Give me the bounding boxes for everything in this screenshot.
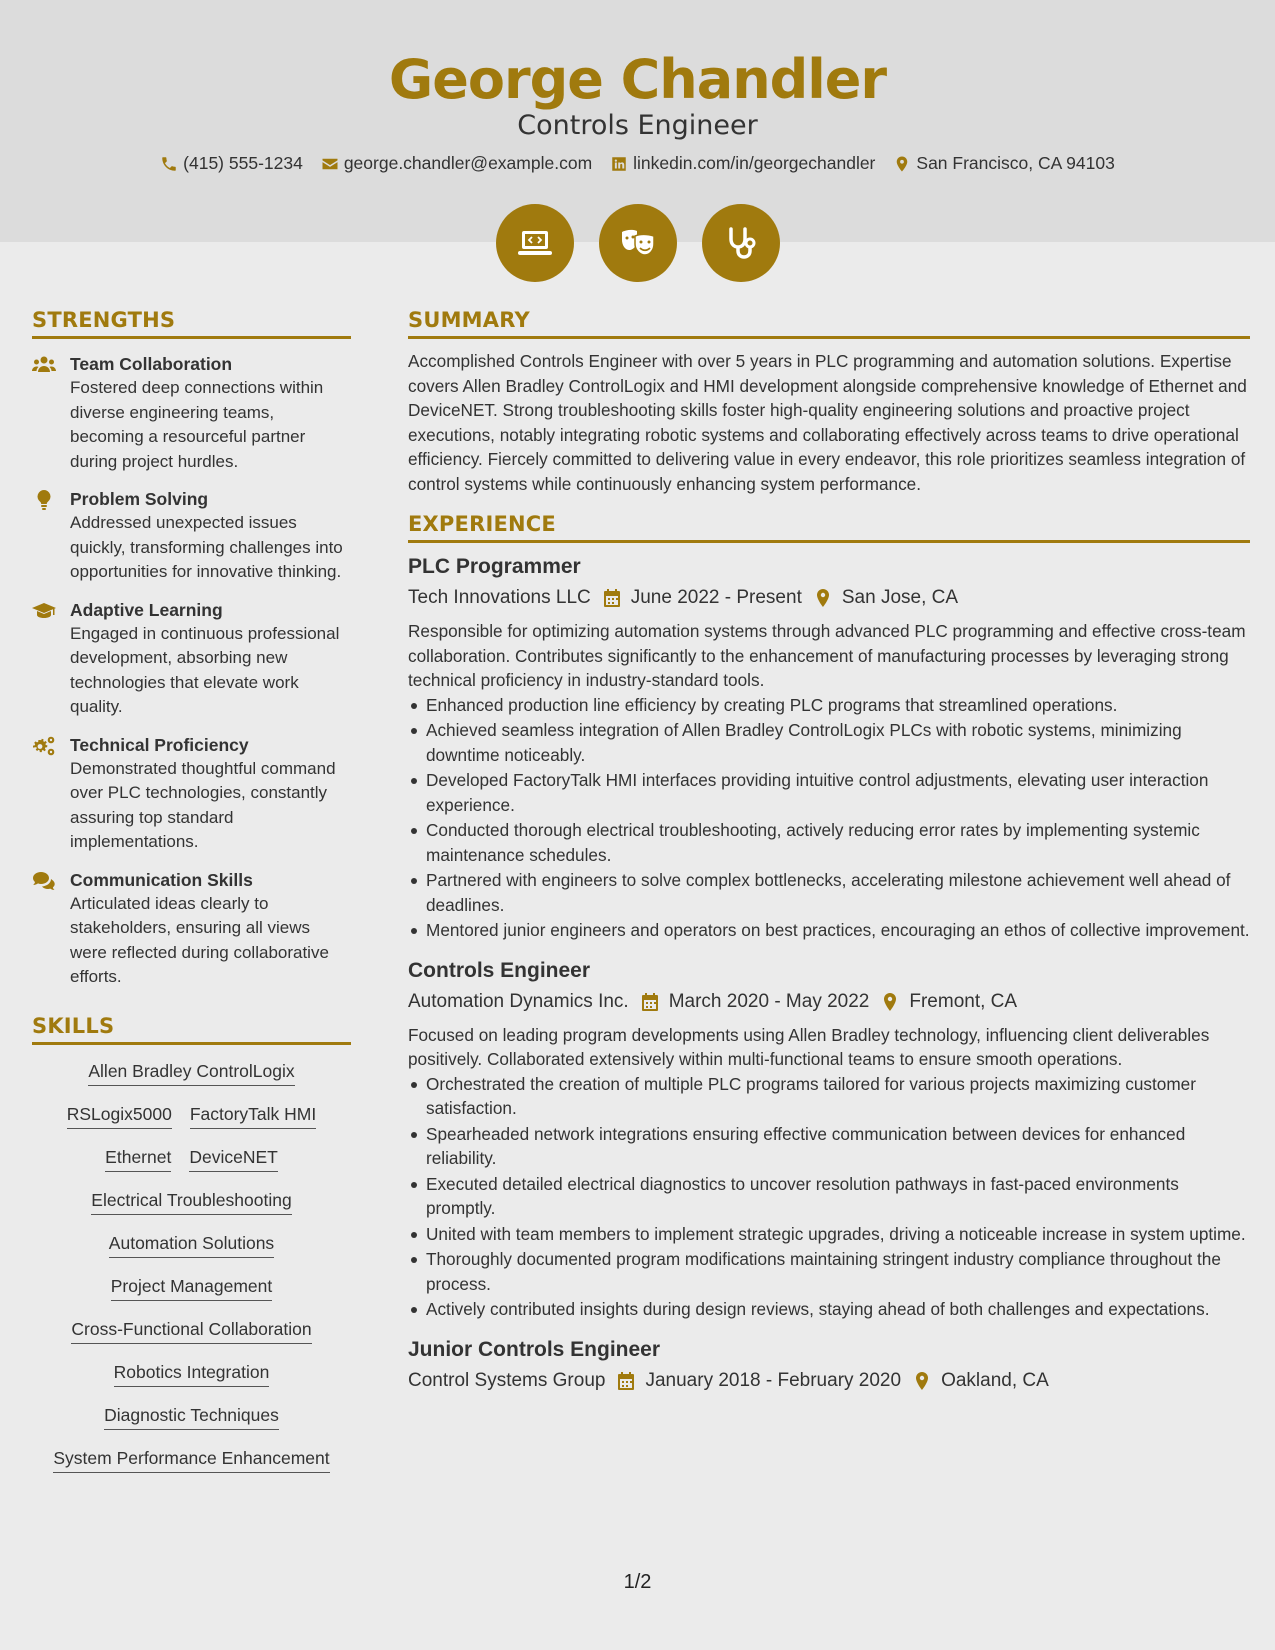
skill-tag: Ethernet	[105, 1147, 171, 1172]
location-text: San Francisco, CA 94103	[916, 153, 1115, 173]
list-item: United with team members to implement strategic upgrades, driving a noticeable increase in system uptime.	[408, 1222, 1250, 1247]
list-item: Conducted thorough electrical troubleshooting, actively reducing error rates by implementing systemic maintenance schedules.	[408, 818, 1250, 867]
job-location: San Jose, CA	[841, 587, 959, 608]
job-meta	[408, 1368, 1250, 1394]
summary-heading: SUMMARY	[408, 308, 1250, 339]
job-bullets	[408, 693, 1250, 943]
email-text: george.chandler@example.com	[343, 153, 593, 173]
page-number: 1/2	[623, 1571, 652, 1593]
list-item: Actively contributed insights during design reviews, staying ahead of both challenges and expectations.	[408, 1297, 1250, 1322]
skill-tag: Robotics Integration	[114, 1362, 270, 1387]
contact-linkedin[interactable]	[610, 153, 875, 174]
skill-tag: DeviceNET	[189, 1147, 278, 1172]
candidate-title: Controls Engineer	[517, 110, 758, 141]
map-marker-icon	[881, 992, 899, 1012]
linkedin-icon	[610, 155, 628, 173]
cogs-icon	[32, 735, 56, 757]
list-item: Spearheaded network integrations ensuring effective communication between devices for enhanced reliability.	[408, 1122, 1250, 1171]
strength-name: Technical Proficiency	[70, 734, 249, 755]
skill-tag: FactoryTalk HMI	[190, 1104, 316, 1129]
phone-icon	[160, 155, 178, 173]
lightbulb-icon	[32, 489, 56, 511]
job-title: Controls Engineer	[408, 958, 591, 982]
laptop-code-badge	[496, 204, 574, 282]
strength-item	[32, 733, 351, 855]
job-location: Fremont, CA	[909, 990, 1018, 1012]
job-title: Junior Controls Engineer	[408, 1337, 661, 1361]
job-location: Oakland, CA	[941, 1369, 1049, 1391]
skill-tag: RSLogix5000	[67, 1104, 172, 1129]
calendar-icon	[641, 992, 659, 1012]
right-column	[408, 308, 1250, 1394]
hobby-icons	[0, 204, 1275, 282]
strength-item	[32, 868, 351, 990]
job-entry	[408, 553, 1250, 943]
job-entry	[408, 957, 1250, 1322]
laptop-code-icon	[515, 223, 555, 263]
skill-tag: Cross-Functional Collaboration	[71, 1319, 311, 1344]
skills-heading: SKILLS	[32, 1014, 351, 1045]
map-marker-icon	[913, 1371, 931, 1391]
map-marker-icon	[893, 155, 911, 173]
theater-masks-icon	[618, 223, 658, 263]
job-dates: March 2020 - May 2022	[668, 990, 870, 1012]
skill-tag: System Performance Enhancement	[53, 1448, 329, 1473]
skills-list	[32, 1061, 351, 1473]
job-company: Tech Innovations LLC	[408, 587, 591, 608]
summary-text: Accomplished Controls Engineer with over 5 years in PLC programming and automation solutions. Expertise covers Allen Bradley ControlLogix and HMI development alongside comprehensive knowledge of Ethernet and DeviceNET. Strong troubleshooting skills foster high-quality engineering solutions and proactive project executions, notably integrating robotic systems and collaborating effectively across teams to drive operational efficiency. Fiercely committed to delivering value in every endeavor, this role prioritizes seamless integration of control systems while continuously enhancing system performance.	[408, 351, 1247, 494]
job-company: Control Systems Group	[408, 1369, 606, 1391]
job-company: Automation Dynamics Inc.	[408, 990, 629, 1012]
strength-name: Adaptive Learning	[70, 599, 223, 620]
list-item: Partnered with engineers to solve complex bottlenecks, accelerating milestone achievement well ahead of deadlines.	[408, 868, 1250, 917]
envelope-icon	[321, 155, 339, 173]
strength-desc: Articulated ideas clearly to stakeholders, ensuring all views were reflected during collaborative efforts.	[70, 893, 329, 986]
list-item: Developed FactoryTalk HMI interfaces providing intuitive control adjustments, elevating user interaction experience.	[408, 768, 1250, 817]
theater-masks-badge	[599, 204, 677, 282]
strength-desc: Engaged in continuous professional development, absorbing new technologies that elevate work quality.	[70, 623, 340, 716]
left-column	[32, 308, 351, 1473]
calendar-icon	[617, 1371, 635, 1391]
contact-location	[893, 153, 1114, 174]
job-description: Responsible for optimizing automation systems through advanced PLC programming and effective cross-team collaboration. Contributes significantly to the enhancement of manufacturing processes by leveraging strong technical proficiency in industry-standard tools.	[408, 621, 1246, 690]
contact-phone[interactable]	[160, 153, 303, 174]
strength-desc: Fostered deep connections within diverse engineering teams, becoming a resourceful partner during project hurdles.	[70, 378, 324, 471]
job-bullets	[408, 1072, 1250, 1322]
stethoscope-icon	[721, 223, 761, 263]
skill-tag: Allen Bradley ControlLogix	[88, 1061, 294, 1086]
strengths-heading: STRENGTHS	[32, 308, 351, 339]
strength-desc: Addressed unexpected issues quickly, transforming challenges into opportunities for innovative thinking.	[70, 513, 343, 581]
job-dates: January 2018 - February 2020	[645, 1369, 902, 1391]
job-title: PLC Programmer	[408, 555, 581, 578]
map-marker-icon	[814, 588, 832, 608]
graduation-cap-icon	[32, 600, 56, 622]
job-dates: June 2022 - Present	[630, 587, 802, 608]
stethoscope-badge	[702, 204, 780, 282]
strength-desc: Demonstrated thoughtful command over PLC technologies, constantly assuring top standard implementations.	[70, 758, 336, 851]
linkedin-text: linkedin.com/in/georgechandler	[633, 153, 876, 173]
strength-name: Communication Skills	[70, 869, 253, 890]
users-icon	[32, 354, 56, 376]
contact-bar	[0, 153, 1275, 174]
strength-name: Problem Solving	[70, 489, 209, 509]
job-entry	[408, 1336, 1250, 1394]
skill-tag: Project Management	[111, 1276, 272, 1301]
skill-tag: Electrical Troubleshooting	[91, 1190, 291, 1215]
skill-tag: Automation Solutions	[109, 1233, 274, 1258]
list-item: Executed detailed electrical diagnostics to uncover resolution pathways in fast-paced environments promptly.	[408, 1172, 1250, 1221]
list-item: Orchestrated the creation of multiple PLC programs tailored for various projects maximizing customer satisfaction.	[408, 1072, 1250, 1121]
strength-item	[32, 598, 351, 720]
list-item: Thoroughly documented program modifications maintaining stringent industry compliance throughout the process.	[408, 1247, 1250, 1296]
comments-icon	[32, 870, 56, 892]
experience-heading: EXPERIENCE	[408, 512, 1250, 543]
strength-item	[32, 487, 351, 585]
list-item: Enhanced production line efficiency by creating PLC programs that streamlined operations.	[408, 693, 1250, 718]
strength-item	[32, 352, 351, 474]
skill-tag: Diagnostic Techniques	[104, 1405, 279, 1430]
phone-text: (415) 555-1234	[183, 153, 303, 173]
strength-name: Team Collaboration	[70, 354, 233, 374]
contact-email[interactable]	[321, 153, 592, 174]
job-description: Focused on leading program developments using Allen Bradley technology, influencing client deliverables positively. Collaborated extensively within multi-functional teams to ensure smooth operations.	[408, 1024, 1210, 1069]
job-meta	[408, 585, 1250, 611]
list-item: Achieved seamless integration of Allen Bradley ControlLogix PLCs with robotic systems, minimizing downtime noticeably.	[408, 718, 1250, 767]
candidate-name: George Chandler	[388, 48, 887, 111]
job-meta	[408, 989, 1250, 1015]
calendar-icon	[603, 588, 621, 608]
list-item: Mentored junior engineers and operators on best practices, encouraging an ethos of collective improvement.	[408, 918, 1250, 943]
